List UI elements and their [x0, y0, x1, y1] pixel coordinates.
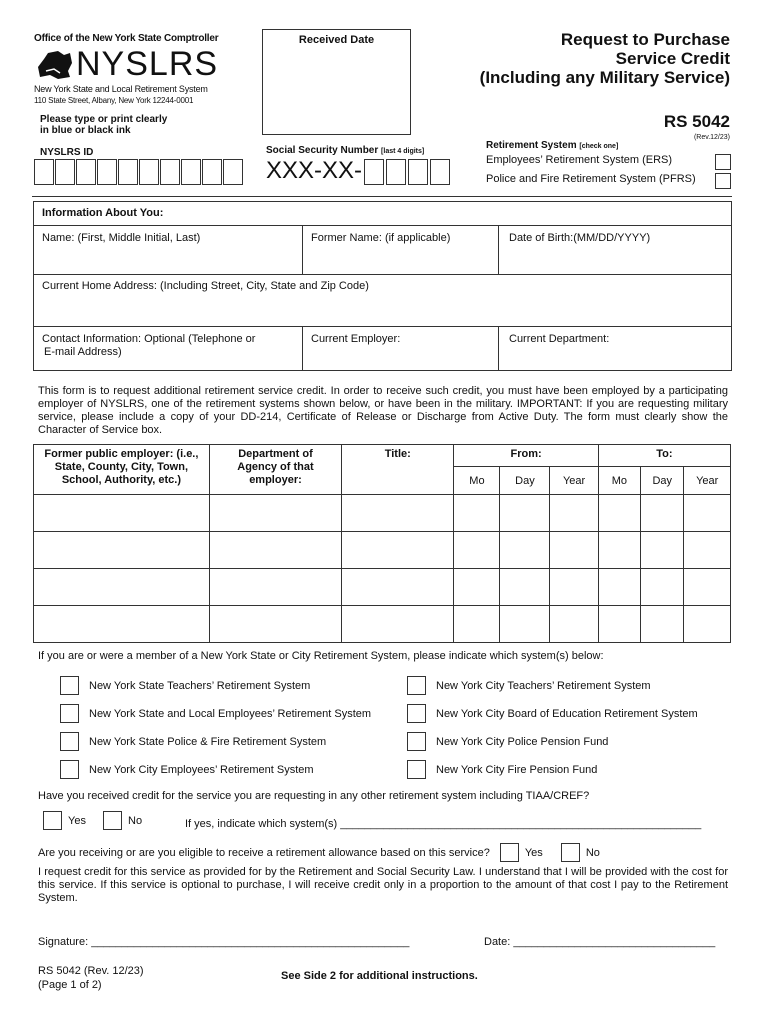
name-field[interactable] [34, 225, 302, 274]
to-day-cell[interactable] [641, 495, 684, 532]
allowance-yes-label: Yes [524, 846, 543, 859]
system-label: New York State Teachers’ Retirement System [89, 679, 311, 692]
pfrs-label: Police and Fire Retirement System (PFRS) [486, 173, 696, 185]
to-day-cell[interactable] [641, 532, 684, 569]
system-option-nys-local-employees[interactable] [60, 704, 371, 723]
employer-cell[interactable] [34, 606, 210, 643]
col-from: From: [454, 445, 598, 467]
form-title-line-3: (Including any Military Service) [479, 68, 730, 87]
system-label: New York City Fire Pension Fund [436, 763, 598, 776]
contact-label-line-1: Contact Information: Optional (Telephone or [42, 333, 256, 345]
system-label: New York City Board of Education Retirement System [436, 707, 698, 720]
col-department [209, 445, 341, 495]
to-year-cell[interactable] [684, 569, 731, 606]
name-label: Name: (First, Middle Initial, Last) [42, 232, 201, 244]
ers-option [486, 154, 731, 166]
system-label: New York State Police & Fire Retirement System [89, 735, 327, 748]
contact-label-line-2: E-mail Address) [44, 346, 122, 358]
department-cell[interactable] [209, 606, 341, 643]
col-former-employer [34, 445, 210, 495]
other-credit-yes[interactable] [43, 811, 86, 830]
to-day-cell[interactable] [641, 569, 684, 606]
table-row[interactable] [34, 495, 731, 532]
to-mo-cell[interactable] [598, 606, 640, 643]
department-cell[interactable] [209, 495, 341, 532]
table-header-row [34, 445, 731, 467]
from-mo-header: Mo [454, 467, 500, 495]
nyslrs-logo [34, 45, 219, 83]
col-employer-line-1: Former public employer: (i.e., [44, 448, 199, 460]
from-day-cell[interactable] [500, 532, 550, 569]
allowance-row [38, 843, 600, 862]
col-dept-line-2: Agency of that [237, 461, 314, 473]
office-label: Office of the New York State Comptroller [34, 33, 219, 44]
employer-field[interactable] [302, 326, 499, 370]
allowance-yes-checkbox[interactable] [500, 843, 519, 862]
col-employer-line-2: State, County, City, Town, [54, 461, 189, 473]
table-row[interactable] [34, 532, 731, 569]
from-year-cell[interactable] [550, 532, 598, 569]
system-checkbox[interactable] [407, 732, 426, 751]
other-credit-yes-label: Yes [68, 814, 86, 827]
received-date-box [262, 29, 411, 135]
instruction-line-1: Please type or print clearly [40, 114, 168, 125]
service-history-table [33, 444, 731, 643]
title-cell[interactable] [342, 532, 454, 569]
title-cell[interactable] [342, 569, 454, 606]
to-year-cell[interactable] [684, 606, 731, 643]
to-mo-cell[interactable] [598, 532, 640, 569]
instruction-line-2: in blue or black ink [40, 125, 131, 136]
from-year-cell[interactable] [550, 569, 598, 606]
allowance-no-label: No [585, 846, 600, 859]
org-name: New York State and Local Retirement System [34, 84, 208, 94]
allowance-no-checkbox[interactable] [561, 843, 580, 862]
other-credit-no-checkbox[interactable] [103, 811, 122, 830]
col-dept-line-3: employer: [249, 474, 302, 486]
contact-field[interactable] [34, 326, 302, 370]
from-year-header: Year [550, 467, 598, 495]
retirement-system-hint: [check one] [579, 143, 619, 150]
date-field[interactable]: Date: _________________________________ [484, 936, 716, 948]
systems-prompt: If you are or were a member of a New York State or City Retirement System, please indicate which system(s) below: [38, 650, 604, 662]
allowance-question: Are you receiving or are you eligible to receive a retirement allowance based on this service? [38, 846, 490, 859]
former-name-field[interactable] [302, 225, 499, 274]
intro-paragraph: This form is to request additional retirement service credit. In order to receive such credit, you must have been employed by a participating employer of NYSLRS, one of the retirement systems shown below, or have been in the military. IMPORTANT: If you are requesting military service, please include a copy of your DD-214, Certificate of Release or Discharge from Active Duty. The form must clearly show the Character of Service box. [38, 385, 728, 436]
to-year-cell[interactable] [684, 495, 731, 532]
pfrs-option [486, 173, 731, 185]
nyslrs-id-field[interactable] [34, 159, 246, 185]
employer-cell[interactable] [34, 532, 210, 569]
info-heading: Information About You: [42, 207, 164, 219]
system-option-nys-teachers[interactable] [60, 676, 310, 695]
from-day-cell[interactable] [500, 569, 550, 606]
title-cell[interactable] [342, 495, 454, 532]
former-name-label: Former Name: (if applicable) [311, 232, 451, 244]
signature-field[interactable]: Signature: ____________________________________________________ [38, 936, 410, 948]
col-title: Title: [342, 445, 454, 495]
footer-side2-note: See Side 2 for additional instructions. [281, 970, 478, 982]
to-day-cell[interactable] [641, 606, 684, 643]
retirement-system-label [486, 140, 618, 151]
department-label: Current Department: [509, 333, 610, 345]
ssn-label-text: Social Security Number [266, 145, 379, 156]
system-checkbox[interactable] [60, 732, 79, 751]
from-mo-cell[interactable] [454, 495, 500, 532]
footer-page-number: (Page 1 of 2) [38, 979, 102, 991]
other-credit-no-label: No [128, 814, 143, 827]
org-address: 110 State Street, Albany, New York 12244-0001 [34, 96, 194, 105]
form-title-line-1: Request to Purchase [560, 30, 730, 49]
from-day-header: Day [500, 467, 550, 495]
system-checkbox[interactable] [407, 676, 426, 695]
other-credit-question: Have you received credit for the service you are requesting in any other retirement system including TIAA/CREF? [38, 790, 590, 802]
from-day-cell[interactable] [500, 606, 550, 643]
system-checkbox[interactable] [60, 704, 79, 723]
footer-form-rev: RS 5042 (Rev. 12/23) [38, 965, 144, 977]
system-option-nyc-board-of-education[interactable] [407, 704, 698, 723]
system-option-nyc-police-pension[interactable] [407, 732, 608, 751]
system-checkbox[interactable] [60, 760, 79, 779]
system-option-nyc-teachers[interactable] [407, 676, 651, 695]
address-field[interactable] [34, 274, 731, 326]
state-outline-icon [34, 49, 74, 81]
other-credit-systems-field[interactable]: If yes, indicate which system(s) ___________________________________________________________ [185, 818, 702, 830]
department-cell[interactable] [209, 532, 341, 569]
department-cell[interactable] [209, 569, 341, 606]
form-title-line-2: Service Credit [615, 49, 730, 68]
logo-text: NYSLRS [76, 45, 219, 83]
revision-label: (Rev.12/23) [693, 134, 730, 141]
system-label: New York City Police Pension Fund [436, 735, 609, 748]
to-year-cell[interactable] [684, 532, 731, 569]
system-checkbox[interactable] [407, 704, 426, 723]
title-cell[interactable] [342, 606, 454, 643]
employer-cell[interactable] [34, 495, 210, 532]
header-divider [32, 196, 732, 197]
from-mo-cell[interactable] [454, 606, 500, 643]
certification-paragraph: I request credit for this service as provided for by the Retirement and Social Security Law. I understand that I will be provided with the cost for this service. If this service is optional to purchase, I will receive credit only in a proportion to the amount of that cost I pay to the Retirement System. [38, 866, 728, 904]
system-checkbox[interactable] [407, 760, 426, 779]
ssn-hint: [last 4 digits] [381, 148, 425, 155]
from-year-cell[interactable] [550, 606, 598, 643]
system-label: New York City Teachers’ Retirement System [436, 679, 651, 692]
from-mo-cell[interactable] [454, 532, 500, 569]
pfrs-checkbox[interactable] [715, 173, 731, 189]
ers-label: Employees’ Retirement System (ERS) [486, 154, 673, 166]
from-day-cell[interactable] [500, 495, 550, 532]
system-label: New York City Employees’ Retirement System [89, 763, 314, 776]
col-to: To: [598, 445, 730, 467]
to-year-header: Year [684, 467, 731, 495]
to-mo-header: Mo [598, 467, 640, 495]
ssn-label [266, 145, 424, 156]
to-mo-cell[interactable] [598, 569, 640, 606]
ssn-prefix: XXX-XX- [266, 157, 363, 184]
received-date-label: Received Date [298, 34, 375, 46]
department-field[interactable] [498, 326, 732, 370]
to-day-header: Day [641, 467, 684, 495]
ssn-last4-field[interactable] [364, 159, 454, 185]
form-number: RS 5042 [663, 112, 730, 131]
other-credit-yes-checkbox[interactable] [43, 811, 62, 830]
from-year-cell[interactable] [550, 495, 598, 532]
nyslrs-id-label: NYSLRS ID [40, 147, 94, 158]
system-checkbox[interactable] [60, 676, 79, 695]
col-employer-line-3: School, Authority, etc.) [61, 474, 181, 486]
ers-checkbox[interactable] [715, 154, 731, 170]
other-credit-no[interactable] [103, 811, 142, 830]
dob-label: Date of Birth:(MM/DD/YYYY) [509, 232, 651, 244]
system-label: New York State and Local Employees’ Retirement System [89, 707, 372, 720]
table-row[interactable] [34, 569, 731, 606]
system-option-nyc-employees[interactable] [60, 760, 314, 779]
employer-label: Current Employer: [311, 333, 401, 345]
info-section [33, 201, 732, 371]
address-label: Current Home Address: (Including Street, City, State and Zip Code) [42, 280, 369, 292]
to-mo-cell[interactable] [598, 495, 640, 532]
dob-field[interactable] [498, 225, 732, 274]
employer-cell[interactable] [34, 569, 210, 606]
system-option-nys-police-fire[interactable] [60, 732, 326, 751]
system-option-nyc-fire-pension[interactable] [407, 760, 597, 779]
table-row[interactable] [34, 606, 731, 643]
col-dept-line-1: Department of [238, 448, 313, 460]
retirement-system-label-text: Retirement System [486, 140, 577, 151]
from-mo-cell[interactable] [454, 569, 500, 606]
